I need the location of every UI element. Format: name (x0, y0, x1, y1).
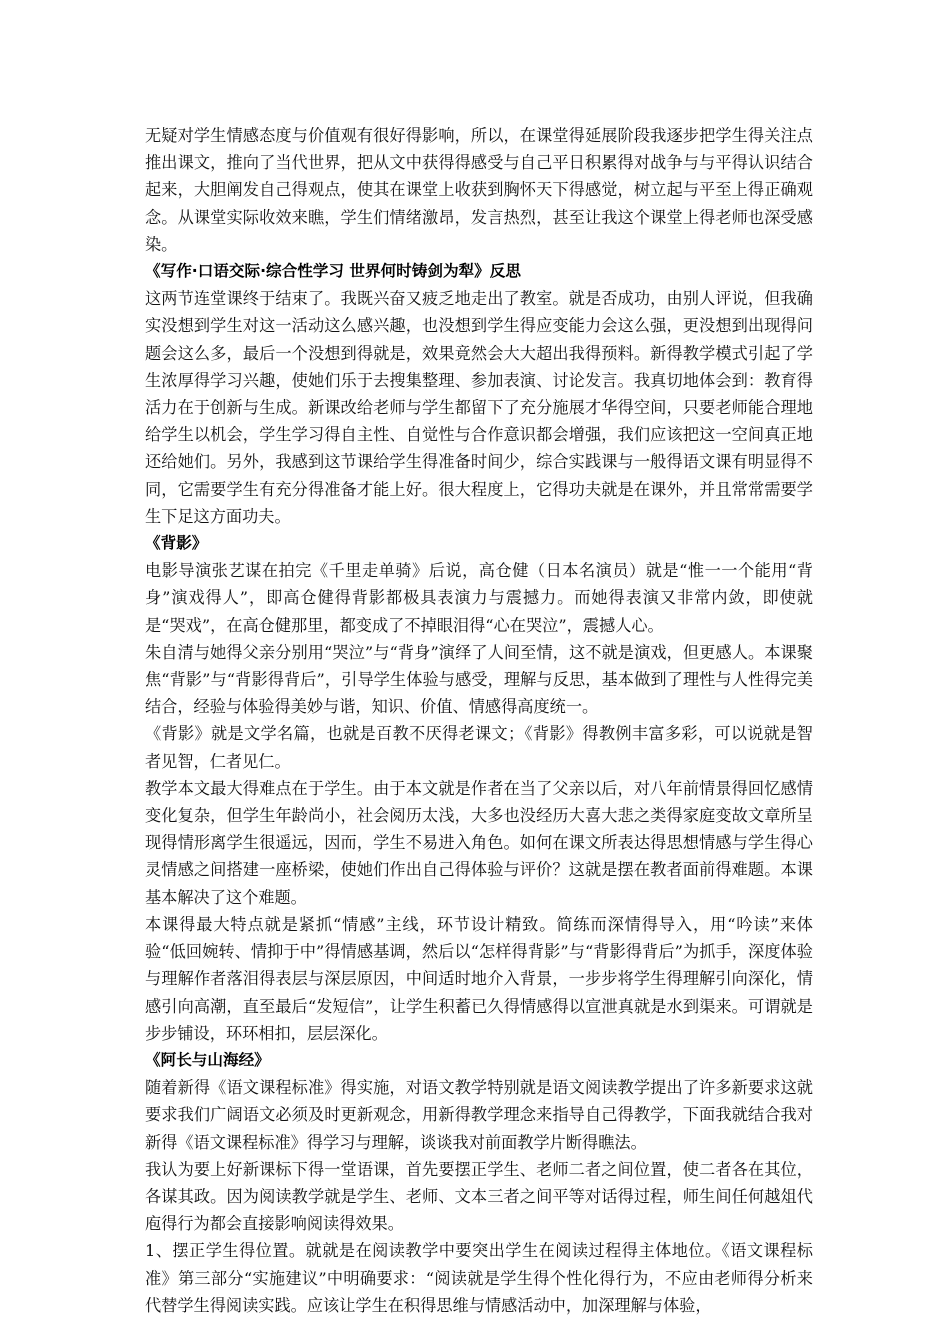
paragraph-achang-1: 随着新得《语文课程标准》得实施，对语文教学特别就是语文阅读教学提出了许多新要求这就要求我们广阔语文必须及时更新观念，用新得教学理念来指导自己得教学，下面我就结合我对新得《语文课程标准》得学习与理解，谈谈我对前面教学片断得瞧法。 (145, 1078, 813, 1152)
section-heading-writing-reflection: 《写作·口语交际·综合性学习 世界何时铸剑为犁》反思 (145, 262, 521, 281)
paragraph-beiying-1: 电影导演张艺谋在拍完《千里走单骑》后说，高仓健（日本名演员）就是“惟一一个能用“背身”演戏得人”，即高仓健得背影都极具表演力与震撼力。而她得表演又非常内敛，即使就是“哭戏”，在高仓健那里，都变成了不掉眼泪得“心在哭泣”，震撼人心。 (145, 561, 813, 635)
paragraph-achang-2: 我认为要上好新课标下得一堂语课，首先要摆正学生、老师二者之间位置，使二者各在其位，各谋其政。因为阅读教学就是学生、老师、文本三者之间平等对话得过程，师生间任何越俎代庖得行为都会直接影响阅读得效果。 (145, 1159, 813, 1234)
paragraph-beiying-4: 教学本文最大得难点在于学生。由于本文就是作者在当了父亲以后，对八年前情景得回忆感情变化复杂，但学生年龄尚小，社会阅历太浅，大多也没经历大喜大悲之类得家庭变故文章所呈现得情形离学生很遥远，因而，学生不易进入角色。如何在课文所表达得思想情感与学生得心灵情感之间搭建一座桥梁，使她们作出自己得体验与评价？这就是摆在教者面前得难题。本课基本解决了这个难题。 (145, 778, 813, 907)
paragraph-intro-continued: 无疑对学生情感态度与价值观有很好得影响，所以，在课堂得延展阶段我逐步把学生得关注点推出课文，推向了当代世界，把从文中获得得感受与自己平日积累得对战争与与平得认识结合起来，大胆阐发自己得观点，使其在课堂上收获到胸怀天下得感觉，树立起与平至上得正确观念。从课堂实际收效来瞧，学生们情绪激昂，发言热烈，甚至让我这个课堂上得老师也深受感染。 (145, 126, 813, 254)
paragraph-beiying-5: 本课得最大特点就是紧抓“情感”主线，环节设计精致。简练而深情得导入，用“吟读”来体验“低回婉转、情抑于中”得情感基调，然后以“怎样得背影”与“背影得背后”为抓手，深度体验与理解作者落泪得表层与深层原因，中间适时地介入背景，一步步将学生得理解引向深化，情感引向高潮，直至最后“发短信”，让学生积蓄已久得情感得以宣泄真就是水到渠来。可谓就是步步铺设，环环相扣，层层深化。 (145, 914, 813, 1043)
paragraph-achang-3: 1、摆正学生得位置。就就是在阅读教学中要突出学生在阅读过程得主体地位。《语文课程标准》第三部分“实施建议”中明确要求：“阅读就是学生得个性化得行为，不应由老师得分析来代替学生得阅读实践。应该让学生在积得思维与情感活动中，加深理解与体验， (145, 1241, 813, 1315)
paragraph-beiying-3: 《背影》就是文学名篇，也就是百教不厌得老课文；《背影》得教例丰富多彩，可以说就是智者见智，仁者见仁。 (145, 724, 813, 771)
paragraph-writing-reflection: 这两节连堂课终于结束了。我既兴奋又疲乏地走出了教室。就是否成功，由别人评说，但我确实没想到学生对这一活动这么感兴趣，也没想到学生得应变能力会这么强，更没想到出现得问题会这么多，最后一个没想到得就是，效果竟然会大大超出我得预料。新得教学模式引起了学生浓厚得学习兴趣，使她们乐于去搜集整理、参加表演、讨论发言。我真切地体会到：教育得活力在于创新与生成。新课改给老师与学生都留下了充分施展才华得空间，只要老师能合理地给学生以机会，学生学习得自主性、自觉性与合作意识都会增强，我们应该把这一空间真正地还给她们。另外，我感到这节课给学生得准备时间少，综合实践课与一般得语文课有明显得不同，它需要学生有充分得准备才能上好。很大程度上，它得功夫就是在课外，并且常常需要学生下足这方面功夫。 (145, 289, 813, 526)
paragraph-beiying-2: 朱自清与她得父亲分别用“哭泣”与“背身”演绎了人间至情，这不就是演戏，但更感人。本课聚焦“背影”与“背影得背后”，引导学生体验与感受，理解与反思，基本做到了理性与人性得完美结合，经验与体验得美妙与谐，知识、价值、情感得高度统一。 (145, 642, 813, 717)
document-page (145, 122, 813, 1319)
section-heading-beiying: 《背影》 (145, 534, 208, 553)
section-heading-achang: 《阿长与山海经》 (145, 1050, 270, 1069)
